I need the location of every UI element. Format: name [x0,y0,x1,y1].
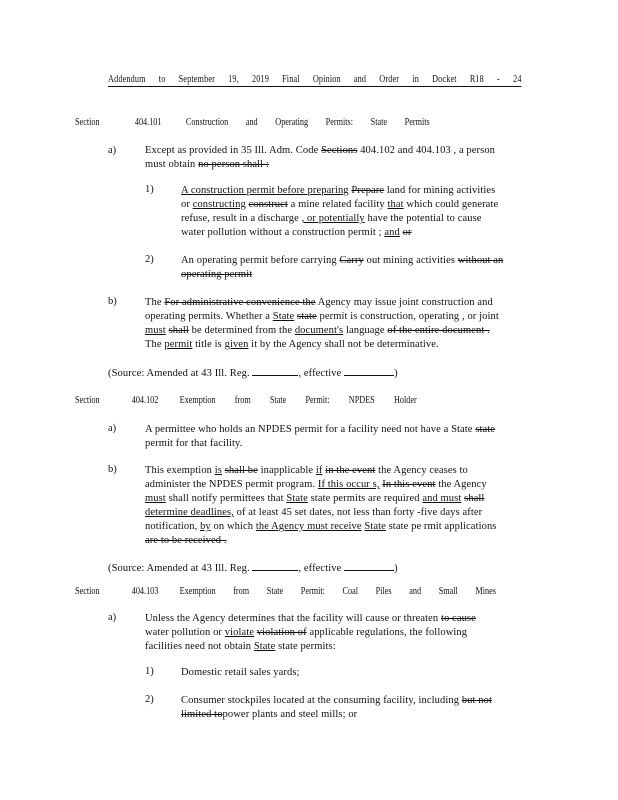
section-label: Section [75,117,100,128]
paragraph-404-101-b: The For administrative convenience the Agency may issue joint construction and operating permits. Whether a State state permit is construction, operating , or joint must shall be determined from the document's language of the entire document . The permit title is given it by the Agency shall not be determinative. [145,297,499,350]
item-label: 1) [145,666,154,677]
section-title: Construction and Operating Permits: State Permits [185,117,430,128]
section-heading-404-103 [75,586,496,597]
source-note-404-101: (Source: Amended at 43 Ill. Reg. , effective ) [108,368,398,379]
source-note-404-102: (Source: Amended at 43 Ill. Reg. , effective ) [108,563,398,574]
paragraph-404-103-a-1: Domestic retail sales yards; [181,667,300,678]
section-heading-404-101 [75,117,430,128]
item-label: 2) [145,694,154,705]
page-header [108,74,522,87]
section-number: 404.102 [131,395,159,406]
section-title: Exemption from State Permit: NPDES Holder [179,395,417,406]
section-label: Section [75,395,100,406]
paragraph-404-101-a-2: An operating permit before carrying Carry out mining activities without an operating permit [181,255,504,280]
section-number: 404.103 [131,586,159,597]
paragraph-404-103-a: Unless the Agency determines that the facility will cause or threaten to cause water pollution or violate violation of applicable regulations, the following facilities need not obtain State state permits: [145,613,476,652]
subsection-label: b) [108,464,117,475]
item-label: 2) [145,254,154,265]
subsection-label: b) [108,296,117,307]
section-title: Exemption from State Permit: Coal Piles and Small Mines [179,586,496,597]
subsection-label: a) [108,612,117,623]
section-heading-404-102 [75,395,417,406]
header-title: Addendum to September 19, 2019 Final Opinion and Order in Docket R18 - 24 [108,74,522,85]
subsection-label: a) [108,423,117,434]
paragraph-404-102-a: A permittee who holds an NPDES permit for a facility need not have a State state permit for that facility. [145,424,496,449]
section-label: Section [75,586,100,597]
subsection-label: a) [108,145,117,156]
paragraph-404-103-a-2: Consumer stockpiles located at the consuming facility, including but not limited topower plants and steel mills; or [181,695,492,720]
section-number: 404.101 [134,117,162,128]
item-label: 1) [145,184,154,195]
paragraph-404-101-a-1: A construction permit before preparing Prepare land for mining activities or constructing construct a mine related facility that which could generate refuse, result in a discharge , or potentially have the potential to cause water pollution without a construction permit ; and or [181,185,499,238]
paragraph-404-101-a: Except as provided in 35 Ill. Adm. Code Sections 404.102 and 404.103 , a person must obtain no person shall : [145,145,496,170]
paragraph-404-102-b: This exemption is shall be inapplicable if in the event the Agency ceases to administer the NPDES permit program. If this occur s, In this event the Agency must shall notify permittees that State state permits are required and must shall determine deadlines, of at least 45 set dates, not less than forty -five days after notification, by on which the Agency must receive State state pe rmit applications are to be received . [145,465,497,546]
